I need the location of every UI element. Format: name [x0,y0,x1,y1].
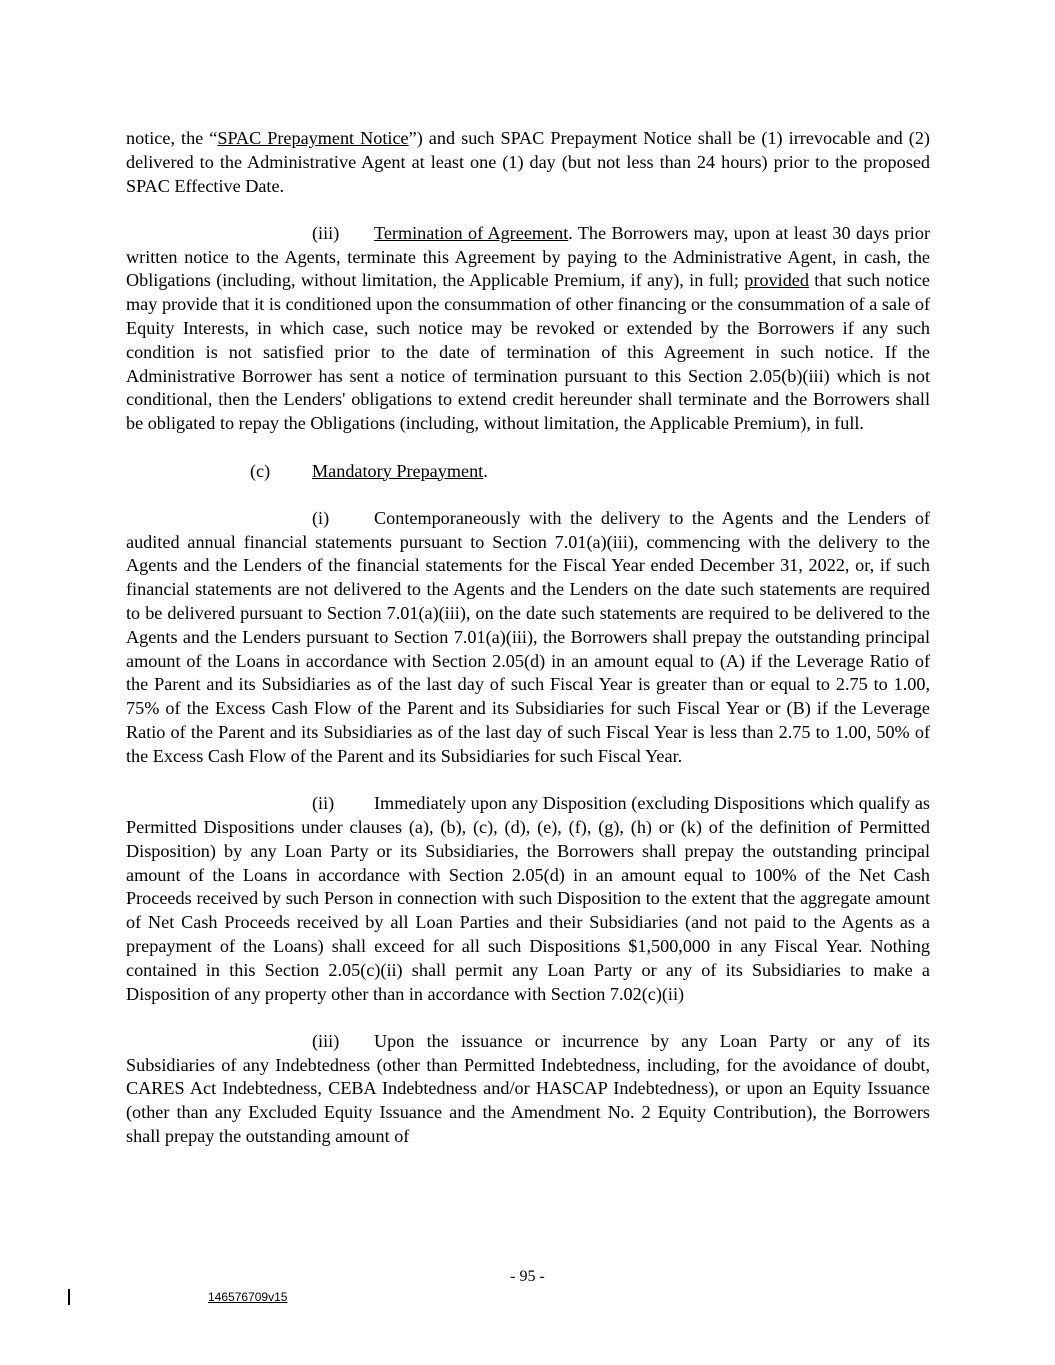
document-body [126,127,930,1172]
clause-number: (iii) [312,1030,340,1051]
paragraph-text: Immediately upon any Disposition (excluding Dispositions which qualify as Permitted Dispositions under clauses (a), (b), (c), (d), (e), (f), (g), (h) or (k) of the definition of Permitted Disposition) by any Loan Party or its Subsidiaries, the Borrowers shall prepay the outstanding principal amount of the Loans in accordance with Section 2.05(d) in an amount equal to 100% of the Net Cash Proceeds received by such Person in connection with such Disposition to the extent that the aggregate amount of Net Cash Proceeds received by all Loan Parties and their Subsidiaries (and not paid to the Agents as a prepayment of the Loans) shall exceed for all such Dispositions $1,500,000 in any Fiscal Year. Nothing contained in this Section 2.05(c)(ii) shall permit any Loan Party or any of its Subsidiaries to make a Disposition of any property other than in accordance with Section 7.02(c)(ii) [126,793,930,1004]
paragraph-spac-notice [126,127,930,198]
proviso-term: provided [744,270,809,291]
clause-number: (i) [312,507,330,528]
paragraph-text: . The Borrowers may, upon at least 30 days prior written notice to the Agents, terminate this Agreement by paying to the Administrative Agent, in cash, the Obligations (including, without limitation, the Applicable Premium, if any), in full; [126,222,931,291]
clause-number: (ii) [312,793,335,814]
document-id: 146576709v15 [208,1290,288,1304]
section-heading-mandatory-prepayment [126,460,930,484]
paragraph-termination-of-agreement [126,222,930,436]
clause-heading: Termination of Agreement [374,222,569,243]
section-heading: Mandatory Prepayment [312,460,484,481]
paragraph-text: that such notice may provide that it is conditioned upon the consummation of other financing or the consummation of a sale of Equity Interests, in which case, such notice may be revoked or extended by the Borrowers if any such condition is not satisfied prior to the date of termination of this Agreement in such notice. If the Administrative Borrower has sent a notice of termination pursuant to this Section 2.05(b)(iii) which is not conditional, then the Lenders' obligations to extend credit hereunder shall terminate and the Borrowers shall be obligated to repay the Obligations (including, without limitation, the Applicable Premium), in full. [126,270,930,434]
paragraph-text: ”) and such SPAC Prepayment Notice shall be (1) irrevocable and (2) delivered to the Administrative Agent at least one (1) day (but not less than 24 hours) prior to the proposed SPAC Effective Date. [126,128,930,196]
section-number: (c) [250,460,271,481]
paragraph-text: Contemporaneously with the delivery to the Agents and the Lenders of audited annual financial statements pursuant to Section 7.01(a)(iii), commencing with the delivery to the Agents and the Lenders of the financial statements for the Fiscal Year ended December 31, 2022, or, if such financial statements are not delivered to the Agents and the Lenders on the date such statements are required to be delivered pursuant to Section 7.01(a)(iii), on the date such statements are required to be delivered to the Agents and the Lenders pursuant to Section 7.01(a)(iii), the Borrowers shall prepay the outstanding principal amount of the Loans in accordance with Section 2.05(d) in an amount equal to (A) if the Leverage Ratio of the Parent and its Subsidiaries as of the last day of such Fiscal Year is greater than or equal to 2.75 to 1.00, 75% of the Excess Cash Flow of the Parent and its Subsidiaries for such Fiscal Year or (B) if the Leverage Ratio of the Parent and its Subsidiaries as of the last day of such Fiscal Year is less than 2.75 to 1.00, 50% of the Excess Cash Flow of the Parent and its Subsidiaries for such Fiscal Year. [126,507,930,766]
paragraph-text: Upon the issuance or incurrence by any Loan Party or any of its Subsidiaries of any Indebtedness (other than Permitted Indebtedness, including, for the avoidance of doubt, CARES Act Indebtedness, CEBA Indebtedness and/or HASCAP Indebtedness), or upon an Equity Issuance (other than any Excluded Equity Issuance and the Amendment No. 2 Equity Contribution), the Borrowers shall prepay the outstanding amount of [126,1030,930,1146]
paragraph-lead: notice, the “ [126,128,218,148]
paragraph-disposition [126,792,930,1006]
heading-tail: . [483,460,488,481]
defined-term-spac-prepayment-notice: SPAC Prepayment Notice [217,128,409,148]
page-number: - 95 - [510,1268,545,1285]
clause-number: (iii) [312,222,340,243]
revision-margin-bar [68,1289,70,1305]
paragraph-indebtedness-issuance [126,1030,930,1149]
paragraph-excess-cash-flow [126,507,930,769]
